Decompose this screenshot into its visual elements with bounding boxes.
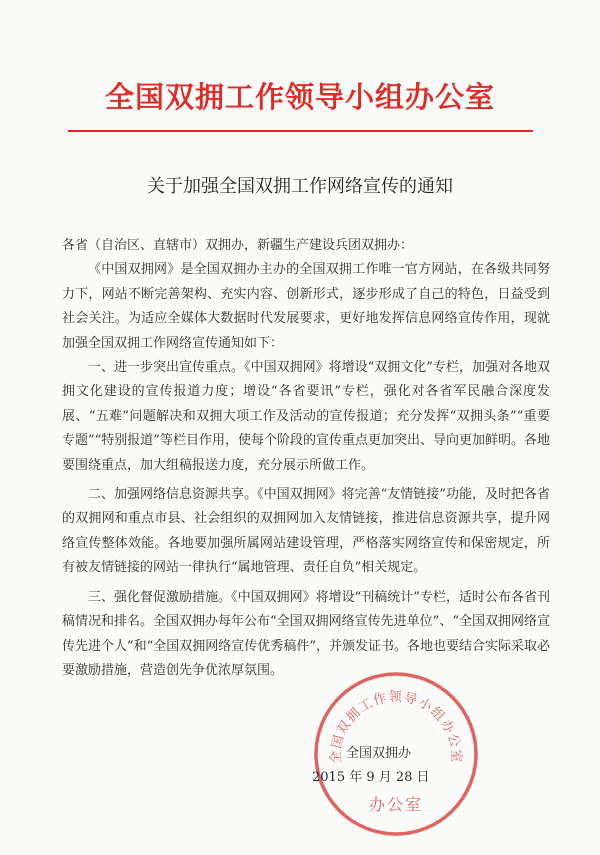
item-paragraph-3: 三、强化督促激励措施。《中国双拥网》将增设“刊稿统计”专栏，适时公布各省刊稿情况和排名。全国双拥办每年公布“全国双拥网络宣传先进单位”、“全国双拥网络宣传先进个人”和“全国双拥网络宣传优秀稿件”，并颁发证书。各地也要结合实际采取必要激励措施，营造创先争优浓厚氛围。 bbox=[62, 589, 550, 678]
seal-ring-text: 全国双拥工作领导小组办公室 bbox=[328, 690, 464, 764]
salutation: 各省（自治区、直辖市）双拥办，新疆生产建设兵团双拥办： bbox=[62, 238, 414, 253]
letterhead-title: 全国双拥工作领导小组办公室 bbox=[104, 80, 495, 114]
sign-date: 2015 年 9 月 28 日 bbox=[312, 770, 430, 785]
item-paragraph-1: 一、进一步突出宣传重点。《中国双拥网》将增设“双拥文化”专栏，加强对各地双拥文化建设的宣传报道力度；增设“各省要讯”专栏，强化对各省军民融合深度发展、“五难”问题解决和双拥大项工作及活动的宣传报道；充分发挥“双拥头条”“重要专题”“特别报道”等栏目作用，使每个阶段的宣传重点更加突出、导向更加鲜明。各地要围绕重点，加大组稿报送力度，充分展示所做工作。 bbox=[62, 360, 550, 473]
signatory: 全国双拥办 bbox=[346, 746, 412, 761]
notice-body bbox=[62, 234, 550, 683]
intro-paragraph: 《中国双拥网》是全国双拥办主办的全国双拥工作唯一官方网站，在各级共同努力下，网站不断完善架构、充实内容、创新形式，逐步形成了自己的特色，日益受到社会关注。为适应全媒体大数据时代发展要求，更好地发挥信息网络宣传作用，现就加强全国双拥工作网络宣传通知如下： bbox=[62, 262, 550, 351]
notice-title: 关于加强全国双拥工作网络宣传的通知 bbox=[147, 176, 453, 197]
letterhead-rule bbox=[68, 130, 533, 132]
item-paragraph-2: 二、加强网络信息资源共享。《中国双拥网》将完善“友情链接”功能，及时把各省的双拥网和重点市县、社会组织的双拥网加入友情链接，推进信息资源共享，提升网络宣传整体效能。各地要加强所属网站建设管理，严格落实网络宣传和保密规定，所有被友情链接的网站一律执行“属地管理、责任自负”相关规定。 bbox=[62, 487, 550, 576]
seal-office-text: 办公室 bbox=[368, 795, 423, 814]
